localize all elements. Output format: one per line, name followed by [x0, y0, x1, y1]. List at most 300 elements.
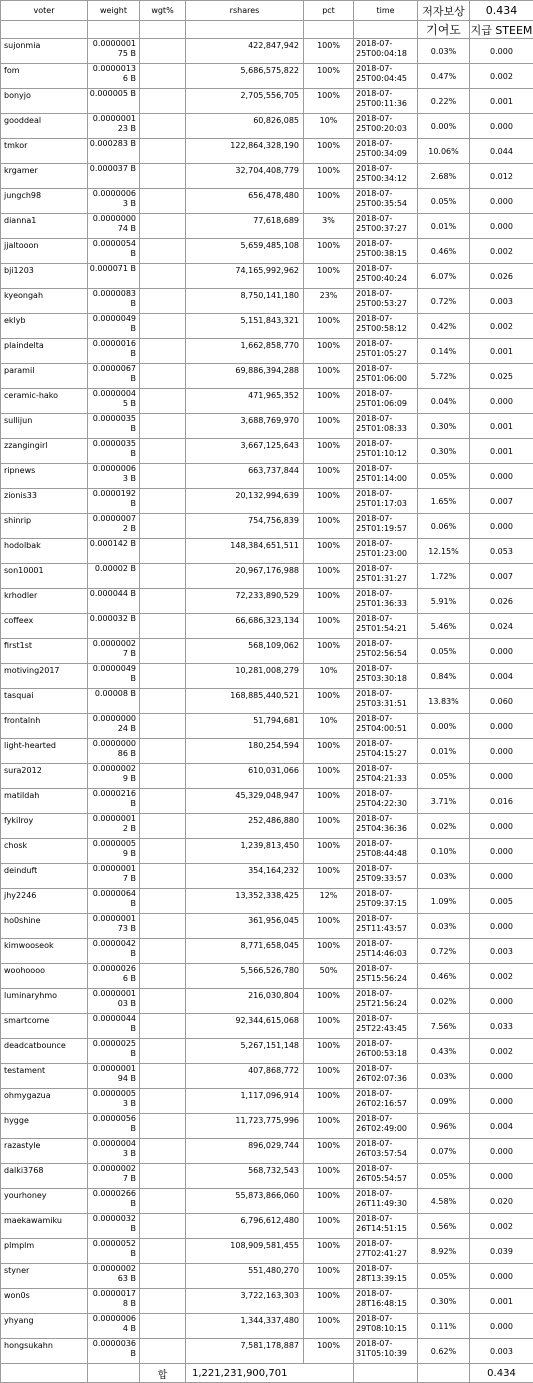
header-wgt: wgt%: [140, 1, 186, 21]
table-row: [1, 764, 533, 789]
voter-cell: motiving2017: [1, 664, 88, 689]
pct-cell: 100%: [304, 1289, 354, 1314]
payout-cell: 0.000: [470, 839, 533, 864]
payout-cell: 0.003: [470, 289, 533, 314]
voter-cell: krhodler: [1, 589, 88, 614]
voter-cell: won0s: [1, 1289, 88, 1314]
table-row: [1, 1314, 533, 1339]
weight-cell: 0.000000263 B: [88, 1264, 140, 1289]
wgt-cell: [140, 814, 186, 839]
payout-cell: 0.000: [470, 989, 533, 1014]
contribution-cell: 0.96%: [418, 1114, 470, 1139]
wgt-cell: [140, 1039, 186, 1064]
time-cell: 2018-07-25T01:06:09: [354, 389, 418, 414]
rshares-cell: 66,686,323,134: [186, 614, 304, 639]
contribution-cell: 1.09%: [418, 889, 470, 914]
voter-cell: tasquai: [1, 689, 88, 714]
contribution-cell: 0.30%: [418, 439, 470, 464]
pct-cell: 100%: [304, 189, 354, 214]
voter-cell: yhyang: [1, 1314, 88, 1339]
wgt-cell: [140, 889, 186, 914]
weight-cell: 0.0000064 B: [88, 889, 140, 914]
table-row: [1, 639, 533, 664]
time-cell: 2018-07-25T00:35:54: [354, 189, 418, 214]
payout-cell: 0.007: [470, 564, 533, 589]
pct-cell: 100%: [304, 414, 354, 439]
header-row: [1, 1, 533, 21]
voter-cell: son10001: [1, 564, 88, 589]
voter-cell: shinrip: [1, 514, 88, 539]
voter-cell: zzangingirl: [1, 439, 88, 464]
pct-cell: 100%: [304, 1139, 354, 1164]
time-cell: 2018-07-25T08:44:48: [354, 839, 418, 864]
table-row: [1, 789, 533, 814]
pct-cell: 100%: [304, 989, 354, 1014]
rshares-cell: 568,732,543: [186, 1164, 304, 1189]
voter-cell: yourhoney: [1, 1189, 88, 1214]
payout-cell: 0.000: [470, 1164, 533, 1189]
payout-cell: 0.001: [470, 1289, 533, 1314]
table-row: [1, 264, 533, 289]
payout-cell: 0.001: [470, 339, 533, 364]
weight-cell: 0.000283 B: [88, 139, 140, 164]
time-cell: 2018-07-29T08:10:15: [354, 1314, 418, 1339]
weight-cell: 0.00008 B: [88, 689, 140, 714]
payout-cell: 0.000: [470, 764, 533, 789]
pct-cell: 100%: [304, 814, 354, 839]
header-payout: 지급 STEEM: [470, 21, 533, 39]
wgt-cell: [140, 114, 186, 139]
pct-cell: 100%: [304, 39, 354, 64]
table-row: [1, 364, 533, 389]
table-row: [1, 889, 533, 914]
wgt-cell: [140, 939, 186, 964]
wgt-cell: [140, 214, 186, 239]
rshares-cell: 663,737,844: [186, 464, 304, 489]
contribution-cell: 0.00%: [418, 114, 470, 139]
time-cell: 2018-07-25T02:56:54: [354, 639, 418, 664]
pct-cell: 100%: [304, 1014, 354, 1039]
rshares-cell: 354,164,232: [186, 864, 304, 889]
contribution-cell: 0.43%: [418, 1039, 470, 1064]
weight-cell: 0.00000059 B: [88, 839, 140, 864]
weight-cell: 0.000000074 B: [88, 214, 140, 239]
time-cell: 2018-07-25T01:31:27: [354, 564, 418, 589]
payout-cell: 0.000: [470, 514, 533, 539]
payout-cell: 0.004: [470, 664, 533, 689]
wgt-cell: [140, 439, 186, 464]
pct-cell: 100%: [304, 489, 354, 514]
rshares-cell: 69,886,394,288: [186, 364, 304, 389]
payout-cell: 0.000: [470, 214, 533, 239]
payout-cell: 0.000: [470, 1264, 533, 1289]
wgt-cell: [140, 489, 186, 514]
rshares-cell: 5,659,485,108: [186, 239, 304, 264]
table-row: [1, 89, 533, 114]
time-cell: 2018-07-25T00:40:24: [354, 264, 418, 289]
table-row: [1, 464, 533, 489]
table-row: [1, 1089, 533, 1114]
weight-cell: 0.00000063 B: [88, 189, 140, 214]
weight-cell: 0.0000035 B: [88, 414, 140, 439]
contribution-cell: 0.05%: [418, 639, 470, 664]
time-cell: 2018-07-25T00:04:18: [354, 39, 418, 64]
time-cell: 2018-07-25T03:31:51: [354, 689, 418, 714]
sum-rshares: 1,221,231,900,701: [186, 1364, 354, 1383]
contribution-cell: 0.09%: [418, 1089, 470, 1114]
table-row: [1, 939, 533, 964]
payout-cell: 0.020: [470, 1189, 533, 1214]
rshares-cell: 3,667,125,643: [186, 439, 304, 464]
payout-cell: 0.026: [470, 264, 533, 289]
pct-cell: 100%: [304, 639, 354, 664]
pct-cell: 100%: [304, 439, 354, 464]
pct-cell: 100%: [304, 1089, 354, 1114]
weight-cell: 0.000044 B: [88, 589, 140, 614]
wgt-cell: [140, 639, 186, 664]
rshares-cell: 8,750,141,180: [186, 289, 304, 314]
pct-cell: 100%: [304, 389, 354, 414]
contribution-cell: 0.01%: [418, 214, 470, 239]
wgt-cell: [140, 1064, 186, 1089]
weight-cell: 0.00000045 B: [88, 389, 140, 414]
wgt-cell: [140, 314, 186, 339]
pct-cell: 100%: [304, 589, 354, 614]
pct-cell: 100%: [304, 789, 354, 814]
pct-cell: 100%: [304, 239, 354, 264]
pct-cell: 100%: [304, 864, 354, 889]
table-row: [1, 1064, 533, 1089]
rshares-cell: 32,704,408,779: [186, 164, 304, 189]
wgt-cell: [140, 914, 186, 939]
pct-cell: 100%: [304, 164, 354, 189]
payout-cell: 0.012: [470, 164, 533, 189]
pct-cell: 100%: [304, 264, 354, 289]
payout-cell: 0.002: [470, 314, 533, 339]
weight-cell: 0.00000064 B: [88, 1314, 140, 1339]
wgt-cell: [140, 364, 186, 389]
voter-cell: ho0shine: [1, 914, 88, 939]
voter-cell: testament: [1, 1064, 88, 1089]
contribution-cell: 6.07%: [418, 264, 470, 289]
wgt-cell: [140, 739, 186, 764]
weight-cell: 0.000071 B: [88, 264, 140, 289]
weight-cell: 0.00000017 B: [88, 864, 140, 889]
voter-cell: fom: [1, 64, 88, 89]
time-cell: 2018-07-25T22:43:45: [354, 1014, 418, 1039]
payout-cell: 0.000: [470, 389, 533, 414]
rshares-cell: 610,031,066: [186, 764, 304, 789]
contribution-cell: 0.30%: [418, 1289, 470, 1314]
time-cell: 2018-07-25T09:33:57: [354, 864, 418, 889]
rshares-cell: 5,566,526,780: [186, 964, 304, 989]
time-cell: 2018-07-25T04:21:33: [354, 764, 418, 789]
contribution-cell: 0.10%: [418, 839, 470, 864]
table-row: [1, 664, 533, 689]
table-row: [1, 1214, 533, 1239]
wgt-cell: [140, 839, 186, 864]
payout-cell: 0.007: [470, 489, 533, 514]
wgt-cell: [140, 164, 186, 189]
time-cell: 2018-07-26T03:57:54: [354, 1139, 418, 1164]
payout-cell: 0.000: [470, 864, 533, 889]
time-cell: 2018-07-25T01:23:00: [354, 539, 418, 564]
wgt-cell: [140, 389, 186, 414]
wgt-cell: [140, 139, 186, 164]
wgt-cell: [140, 239, 186, 264]
payout-cell: 0.003: [470, 939, 533, 964]
time-cell: 2018-07-25T15:56:24: [354, 964, 418, 989]
rshares-cell: 148,384,651,511: [186, 539, 304, 564]
contribution-cell: 0.56%: [418, 1214, 470, 1239]
table-row: [1, 1189, 533, 1214]
table-row: [1, 689, 533, 714]
payout-cell: 0.000: [470, 39, 533, 64]
rshares-cell: 77,618,689: [186, 214, 304, 239]
rshares-cell: 216,030,804: [186, 989, 304, 1014]
rshares-cell: 656,478,480: [186, 189, 304, 214]
payout-cell: 0.000: [470, 914, 533, 939]
contribution-cell: 10.06%: [418, 139, 470, 164]
payout-cell: 0.024: [470, 614, 533, 639]
wgt-cell: [140, 1239, 186, 1264]
payout-cell: 0.000: [470, 1139, 533, 1164]
rshares-cell: 168,885,440,521: [186, 689, 304, 714]
weight-cell: 0.0000049 B: [88, 664, 140, 689]
time-cell: 2018-07-26T02:16:57: [354, 1089, 418, 1114]
wgt-cell: [140, 614, 186, 639]
wgt-cell: [140, 564, 186, 589]
table-row: [1, 289, 533, 314]
pct-cell: 10%: [304, 664, 354, 689]
weight-cell: 0.0000036 B: [88, 1339, 140, 1364]
pct-cell: 100%: [304, 689, 354, 714]
header-contribution: 기여도: [418, 21, 470, 39]
time-cell: 2018-07-25T03:30:18: [354, 664, 418, 689]
wgt-cell: [140, 1014, 186, 1039]
wgt-cell: [140, 539, 186, 564]
voter-cell: dalki3768: [1, 1164, 88, 1189]
wgt-cell: [140, 1164, 186, 1189]
payout-cell: 0.060: [470, 689, 533, 714]
contribution-cell: 2.68%: [418, 164, 470, 189]
voter-cell: first1st: [1, 639, 88, 664]
weight-cell: 0.0000032 B: [88, 1214, 140, 1239]
contribution-cell: 0.03%: [418, 1064, 470, 1089]
payout-cell: 0.002: [470, 239, 533, 264]
pct-cell: 100%: [304, 139, 354, 164]
payout-cell: 0.000: [470, 1089, 533, 1114]
time-cell: 2018-07-25T00:11:36: [354, 89, 418, 114]
weight-cell: 0.000000194 B: [88, 1064, 140, 1089]
pct-cell: 100%: [304, 64, 354, 89]
rshares-cell: 45,329,048,947: [186, 789, 304, 814]
table-row: [1, 564, 533, 589]
table-row: [1, 714, 533, 739]
weight-cell: 0.0000056 B: [88, 1114, 140, 1139]
contribution-cell: 5.46%: [418, 614, 470, 639]
wgt-cell: [140, 514, 186, 539]
voter-cell: plmplm: [1, 1239, 88, 1264]
contribution-cell: 0.05%: [418, 189, 470, 214]
voter-cell: sullijun: [1, 414, 88, 439]
wgt-cell: [140, 1339, 186, 1364]
payout-cell: 0.000: [470, 639, 533, 664]
voter-cell: tmkor: [1, 139, 88, 164]
contribution-cell: 0.46%: [418, 239, 470, 264]
weight-cell: 0.000142 B: [88, 539, 140, 564]
pct-cell: 100%: [304, 539, 354, 564]
contribution-cell: 0.02%: [418, 814, 470, 839]
contribution-cell: 0.00%: [418, 714, 470, 739]
contribution-cell: 0.05%: [418, 1264, 470, 1289]
wgt-cell: [140, 1089, 186, 1114]
rshares-cell: 108,909,581,455: [186, 1239, 304, 1264]
wgt-cell: [140, 1139, 186, 1164]
table-row: [1, 489, 533, 514]
contribution-cell: 5.91%: [418, 589, 470, 614]
contribution-cell: 0.72%: [418, 289, 470, 314]
weight-cell: 0.0000192 B: [88, 489, 140, 514]
pct-cell: 100%: [304, 1189, 354, 1214]
table-row: [1, 839, 533, 864]
table-row: [1, 1039, 533, 1064]
table-row: [1, 614, 533, 639]
sum-label: 합: [140, 1364, 186, 1383]
rshares-cell: 754,756,839: [186, 514, 304, 539]
voter-cell: deadcatbounce: [1, 1039, 88, 1064]
rshares-cell: 1,662,858,770: [186, 339, 304, 364]
pct-cell: 100%: [304, 739, 354, 764]
time-cell: 2018-07-26T14:51:15: [354, 1214, 418, 1239]
pct-cell: 100%: [304, 364, 354, 389]
wgt-cell: [140, 464, 186, 489]
payout-cell: 0.025: [470, 364, 533, 389]
wgt-cell: [140, 964, 186, 989]
contribution-cell: 0.14%: [418, 339, 470, 364]
rshares-cell: 7,581,178,887: [186, 1339, 304, 1364]
wgt-cell: [140, 339, 186, 364]
time-cell: 2018-07-31T05:10:39: [354, 1339, 418, 1364]
payout-cell: 0.000: [470, 1314, 533, 1339]
voter-cell: sura2012: [1, 764, 88, 789]
voter-cell: krgamer: [1, 164, 88, 189]
pct-cell: 12%: [304, 889, 354, 914]
voter-cell: jhy2246: [1, 889, 88, 914]
table-row: [1, 214, 533, 239]
time-cell: 2018-07-25T01:14:00: [354, 464, 418, 489]
table-row: [1, 864, 533, 889]
weight-cell: 0.0000016 B: [88, 339, 140, 364]
time-cell: 2018-07-25T14:46:03: [354, 939, 418, 964]
contribution-cell: 0.42%: [418, 314, 470, 339]
time-cell: 2018-07-25T01:17:03: [354, 489, 418, 514]
contribution-cell: 0.03%: [418, 39, 470, 64]
pct-cell: 23%: [304, 289, 354, 314]
time-cell: 2018-07-25T04:22:30: [354, 789, 418, 814]
voter-cell: ceramic-hako: [1, 389, 88, 414]
rshares-cell: 122,864,328,190: [186, 139, 304, 164]
pct-cell: 100%: [304, 1314, 354, 1339]
rshares-cell: 51,794,681: [186, 714, 304, 739]
wgt-cell: [140, 664, 186, 689]
time-cell: 2018-07-25T21:56:24: [354, 989, 418, 1014]
voter-cell: frontalnh: [1, 714, 88, 739]
voter-cell: hongsukahn: [1, 1339, 88, 1364]
payout-cell: 0.000: [470, 739, 533, 764]
voter-cell: plaindelta: [1, 339, 88, 364]
weight-cell: 0.000000103 B: [88, 989, 140, 1014]
wgt-cell: [140, 714, 186, 739]
time-cell: 2018-07-25T01:36:33: [354, 589, 418, 614]
payout-cell: 0.002: [470, 964, 533, 989]
contribution-cell: 12.15%: [418, 539, 470, 564]
weight-cell: 0.0000042 B: [88, 939, 140, 964]
time-cell: 2018-07-25T01:19:57: [354, 514, 418, 539]
voter-cell: chosk: [1, 839, 88, 864]
wgt-cell: [140, 989, 186, 1014]
contribution-cell: 7.56%: [418, 1014, 470, 1039]
voter-cell: fykilroy: [1, 814, 88, 839]
table-row: [1, 339, 533, 364]
contribution-cell: 0.03%: [418, 914, 470, 939]
weight-cell: 0.00000012 B: [88, 814, 140, 839]
time-cell: 2018-07-25T00:53:27: [354, 289, 418, 314]
wgt-cell: [140, 1114, 186, 1139]
header-rshares: rshares: [186, 1, 304, 21]
time-cell: 2018-07-25T01:06:00: [354, 364, 418, 389]
time-cell: 2018-07-27T02:41:27: [354, 1239, 418, 1264]
time-cell: 2018-07-26T02:49:00: [354, 1114, 418, 1139]
pct-cell: 100%: [304, 564, 354, 589]
time-cell: 2018-07-25T01:10:12: [354, 439, 418, 464]
time-cell: 2018-07-25T00:20:03: [354, 114, 418, 139]
time-cell: 2018-07-25T00:37:27: [354, 214, 418, 239]
pct-cell: 100%: [304, 614, 354, 639]
contribution-cell: 0.03%: [418, 864, 470, 889]
rshares-cell: 1,117,096,914: [186, 1089, 304, 1114]
voter-cell: luminaryhmo: [1, 989, 88, 1014]
time-cell: 2018-07-25T00:04:45: [354, 64, 418, 89]
contribution-cell: 0.46%: [418, 964, 470, 989]
rshares-cell: 2,705,556,705: [186, 89, 304, 114]
rshares-cell: 20,967,176,988: [186, 564, 304, 589]
pct-cell: 100%: [304, 314, 354, 339]
table-row: [1, 439, 533, 464]
wgt-cell: [140, 1189, 186, 1214]
pct-cell: 3%: [304, 214, 354, 239]
pct-cell: 100%: [304, 1239, 354, 1264]
voter-cell: hygge: [1, 1114, 88, 1139]
weight-cell: 0.000000086 B: [88, 739, 140, 764]
weight-cell: 0.00000136 B: [88, 64, 140, 89]
pct-cell: 100%: [304, 1114, 354, 1139]
weight-cell: 0.0000216 B: [88, 789, 140, 814]
table-row: [1, 1139, 533, 1164]
wgt-cell: [140, 289, 186, 314]
contribution-cell: 0.06%: [418, 514, 470, 539]
table-row: [1, 64, 533, 89]
table-row: [1, 314, 533, 339]
rshares-cell: 13,352,338,425: [186, 889, 304, 914]
voter-cell: jungch98: [1, 189, 88, 214]
contribution-cell: 0.04%: [418, 389, 470, 414]
table-row: [1, 414, 533, 439]
rshares-cell: 1,239,813,450: [186, 839, 304, 864]
voter-cell: dianna1: [1, 214, 88, 239]
header-voter: voter: [1, 1, 88, 21]
pct-cell: 100%: [304, 764, 354, 789]
